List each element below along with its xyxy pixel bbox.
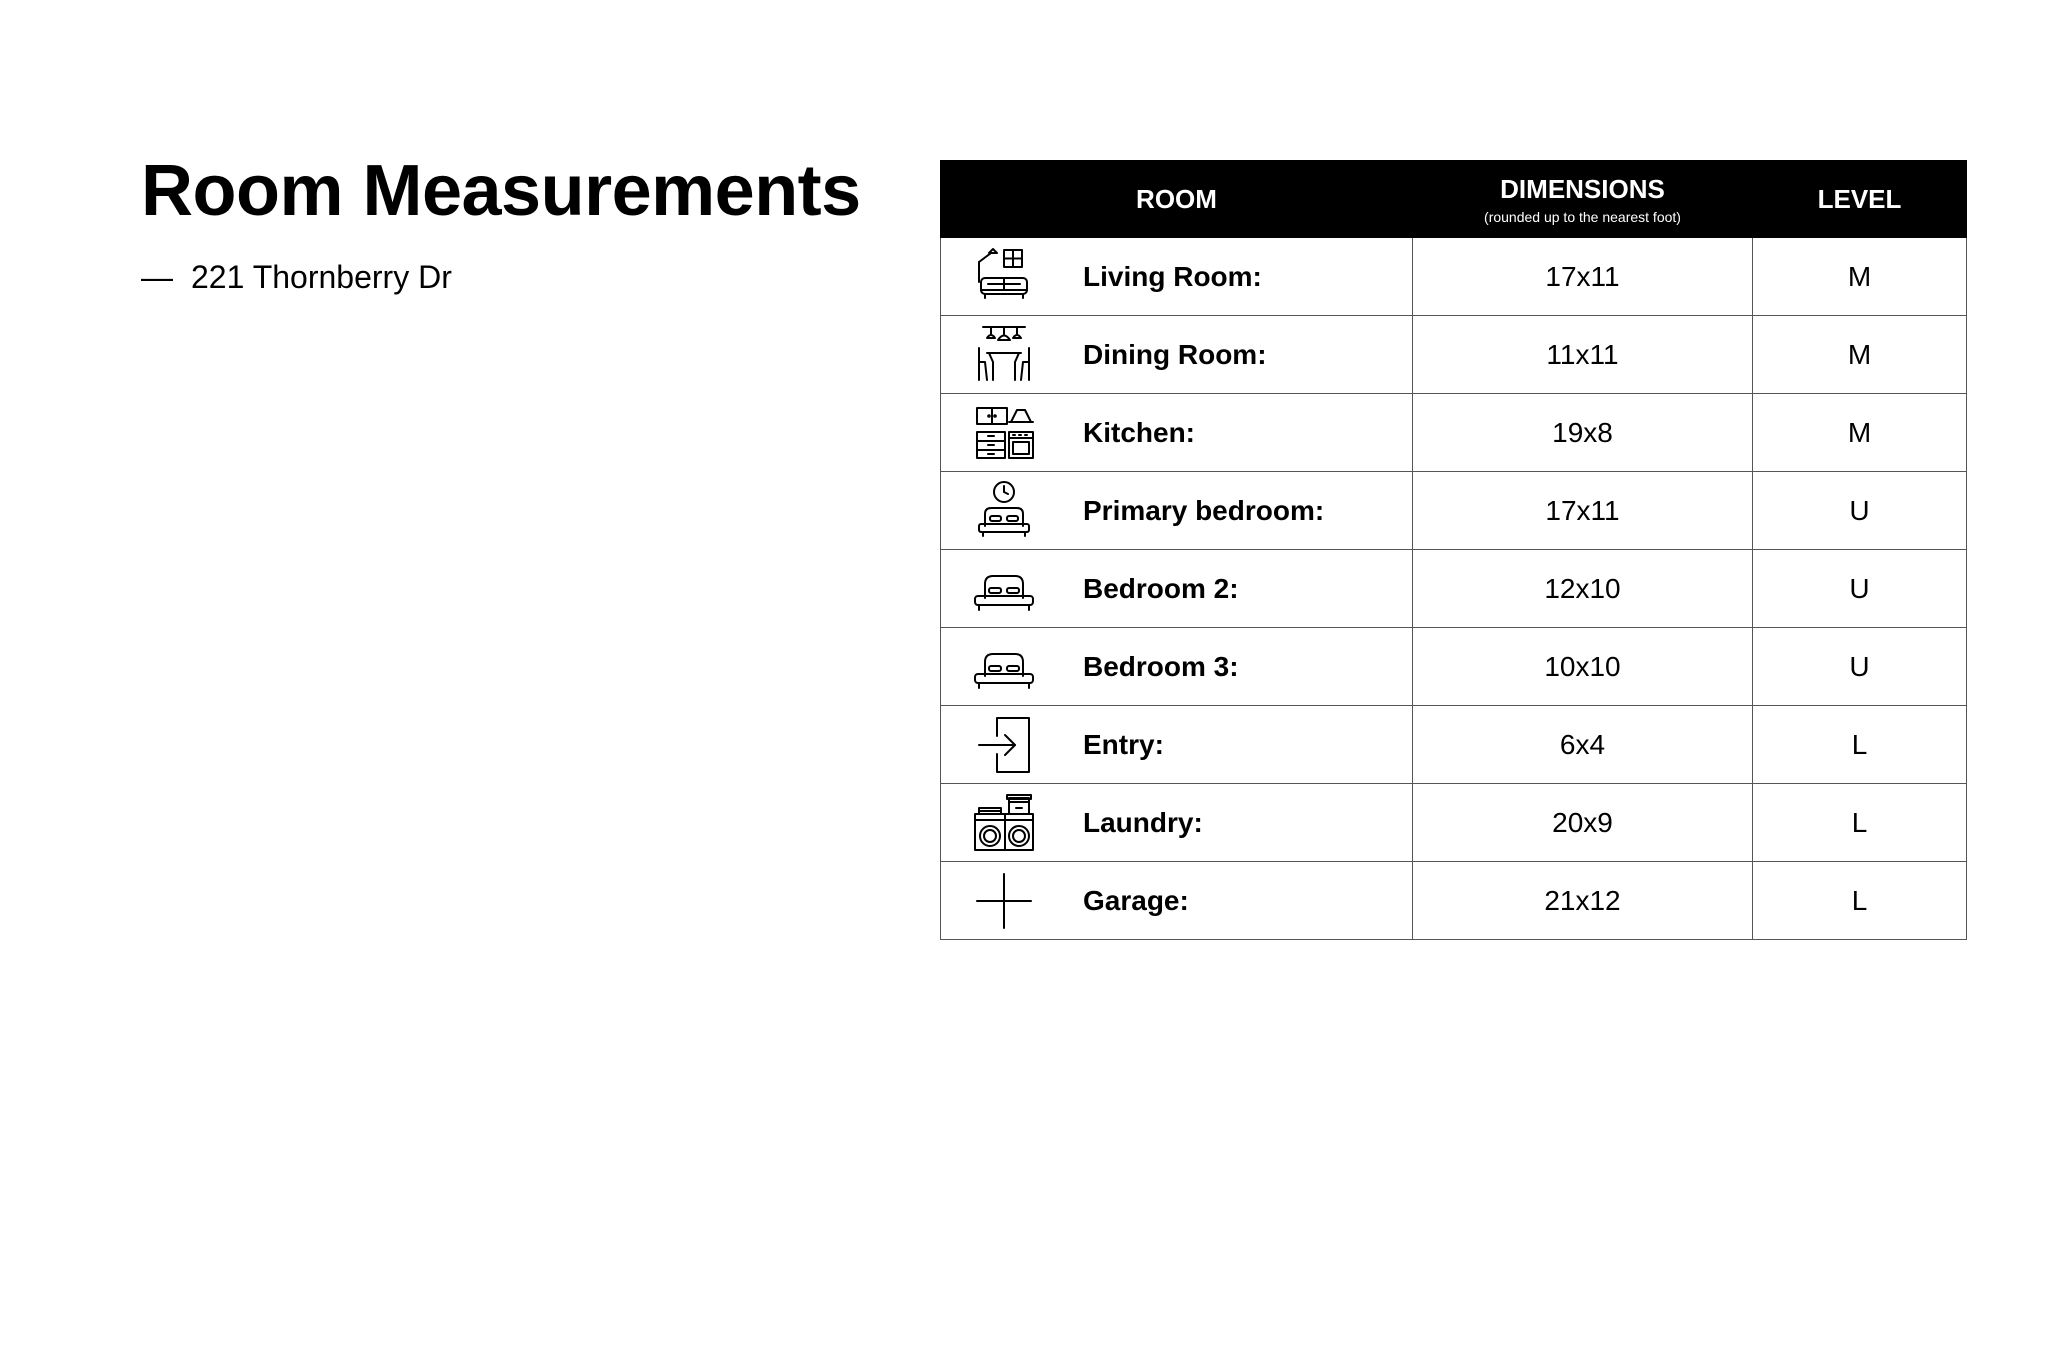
table-row [941, 784, 1967, 862]
dimensions-header-note: (rounded up to the nearest foot) [1484, 208, 1681, 225]
room-cell [941, 238, 1413, 316]
room-cell [941, 862, 1413, 940]
dimensions-cell: 11x11 [1413, 316, 1753, 394]
room-name: Entry: [1083, 728, 1164, 760]
column-header-room: ROOM [941, 161, 1413, 238]
room-name: Laundry: [1083, 806, 1203, 838]
level-cell: L [1753, 862, 1967, 940]
level-cell: M [1753, 238, 1967, 316]
page-title: Room Measurements [141, 151, 861, 231]
dimensions-cell: 20x9 [1413, 784, 1753, 862]
living-room-icon [971, 246, 1037, 308]
dimensions-cell: 17x11 [1413, 472, 1753, 550]
room-name: Primary bedroom: [1083, 494, 1325, 526]
table-header [941, 161, 1967, 238]
dimensions-cell: 6x4 [1413, 706, 1753, 784]
table-row [941, 550, 1967, 628]
room-name: Living Room: [1083, 260, 1262, 292]
column-header-dimensions [1413, 161, 1753, 238]
primary-bedroom-icon [971, 480, 1037, 542]
room-name: Garage: [1083, 884, 1189, 916]
table-header-row [941, 161, 1967, 238]
room-cell [941, 628, 1413, 706]
table-row [941, 394, 1967, 472]
dimensions-cell: 12x10 [1413, 550, 1753, 628]
room-cell [941, 394, 1413, 472]
level-cell: L [1753, 706, 1967, 784]
room-name: Dining Room: [1083, 338, 1267, 370]
room-cell [941, 784, 1413, 862]
dash-separator: — [141, 259, 173, 295]
bed-icon [971, 636, 1037, 698]
table-body [941, 238, 1967, 940]
room-measurements-table [940, 160, 1967, 940]
table-row [941, 628, 1967, 706]
level-cell: L [1753, 784, 1967, 862]
room-measurements-table-container [940, 160, 1966, 940]
dimensions-header-label: DIMENSIONS [1500, 173, 1665, 204]
address-line [141, 258, 452, 296]
dimensions-cell: 17x11 [1413, 238, 1753, 316]
level-cell: U [1753, 472, 1967, 550]
room-name: Bedroom 2: [1083, 572, 1239, 604]
kitchen-icon [971, 402, 1037, 464]
table-row [941, 472, 1967, 550]
level-cell: M [1753, 394, 1967, 472]
level-cell: U [1753, 628, 1967, 706]
table-row [941, 706, 1967, 784]
garage-icon [971, 870, 1037, 932]
dimensions-cell: 10x10 [1413, 628, 1753, 706]
dining-room-icon [971, 324, 1037, 386]
room-name: Kitchen: [1083, 416, 1195, 448]
room-cell [941, 316, 1413, 394]
level-cell: M [1753, 316, 1967, 394]
room-cell [941, 550, 1413, 628]
bed-icon [971, 558, 1037, 620]
table-row [941, 316, 1967, 394]
laundry-icon [971, 792, 1037, 854]
level-cell: U [1753, 550, 1967, 628]
dimensions-cell: 21x12 [1413, 862, 1753, 940]
property-address: 221 Thornberry Dr [191, 259, 452, 295]
entry-door-icon [971, 714, 1037, 776]
column-header-level: LEVEL [1753, 161, 1967, 238]
table-row [941, 238, 1967, 316]
room-cell [941, 706, 1413, 784]
table-row [941, 862, 1967, 940]
room-cell [941, 472, 1413, 550]
room-name: Bedroom 3: [1083, 650, 1239, 682]
dimensions-cell: 19x8 [1413, 394, 1753, 472]
